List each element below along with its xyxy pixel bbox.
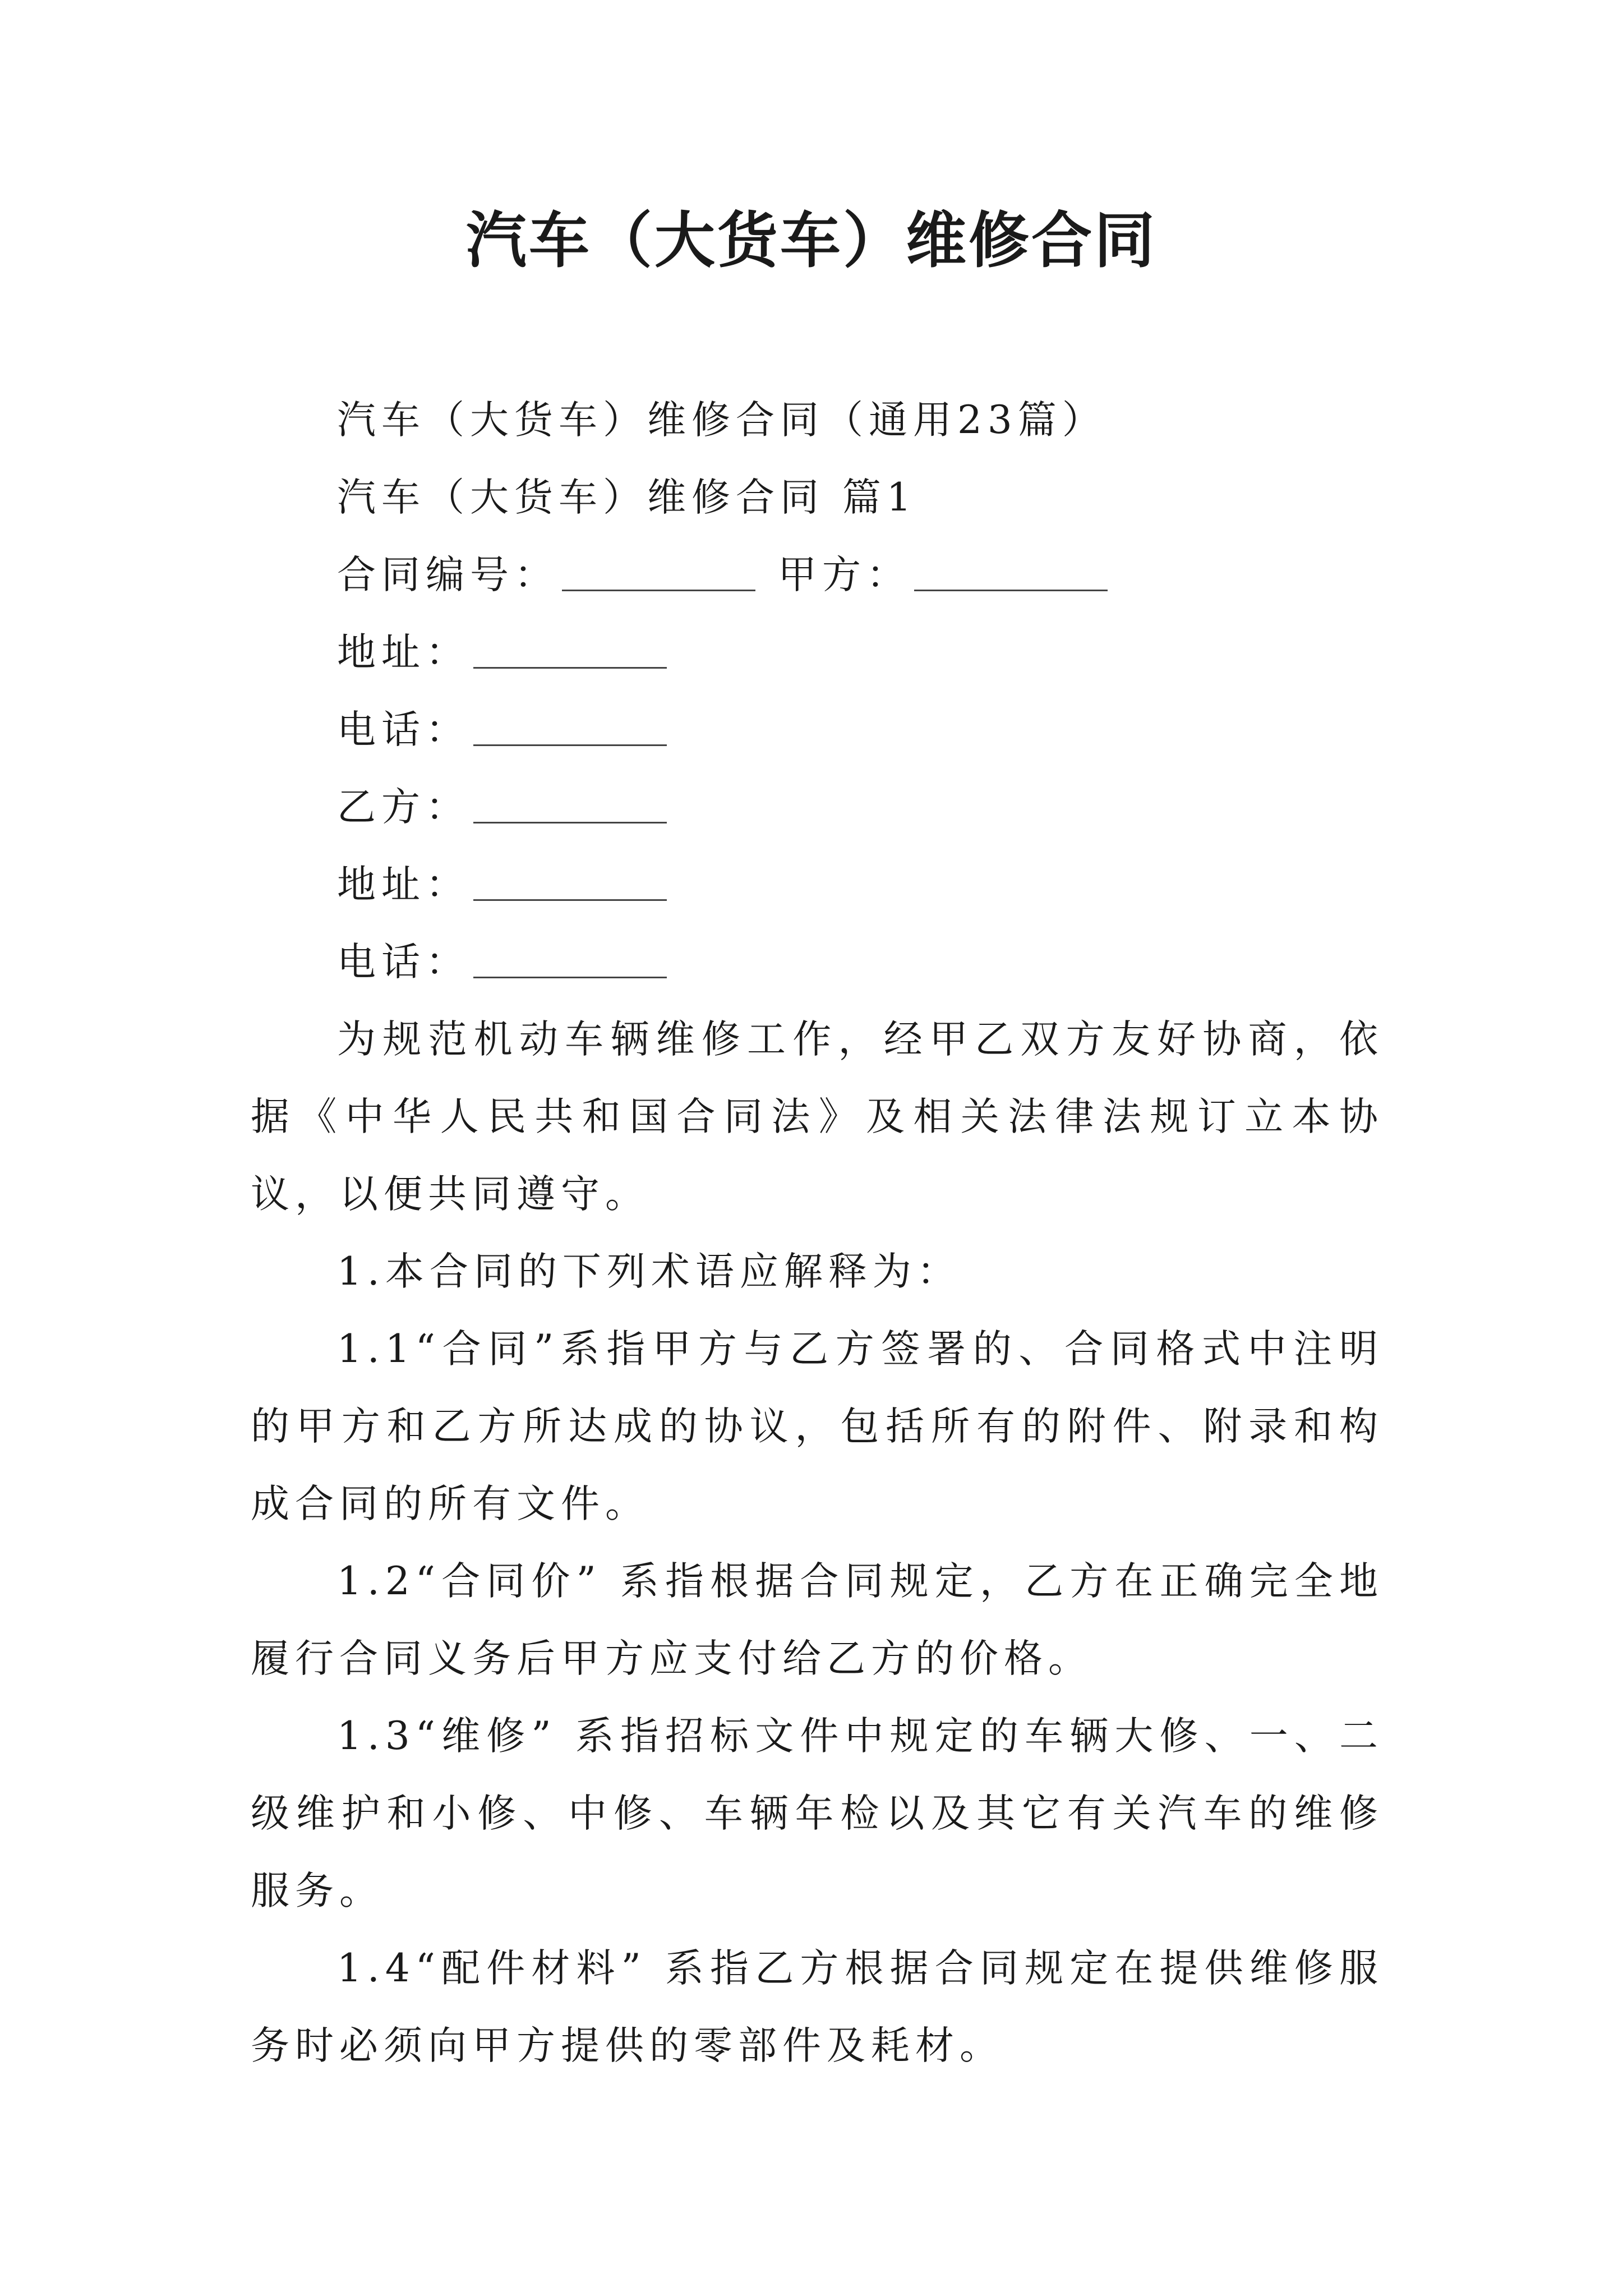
document-title: 汽车（大货车）维修合同 xyxy=(465,206,1157,276)
phone-b-label: 电话： xyxy=(337,940,470,984)
phone-a-row xyxy=(251,691,1384,769)
phone-b-row xyxy=(251,923,1384,1001)
phone-a-blank xyxy=(473,742,667,746)
phone-a-label: 电话： xyxy=(337,707,470,752)
paragraph-definition-price: 1.2“合同价” 系指根据合同规定，乙方在正确完全地履行合同义务后甲方应支付给乙方的价格。 xyxy=(251,1559,1384,1681)
paragraph-definition-repair: 1.3“维修” 系指招标文件中规定的车辆大修、一、二级维护和小修、中修、车辆年检以及其它有关汽车的维修服务。 xyxy=(251,1714,1384,1913)
contract-no-row xyxy=(251,536,1384,614)
address-b-label: 地址： xyxy=(337,862,470,907)
address-a-label: 地址： xyxy=(337,630,470,675)
contract-no-blank xyxy=(562,587,755,591)
paragraph-definition-parts: 1.4“配件材料” 系指乙方根据合同规定在提供维修服务时必须向甲方提供的零部件及耗材。 xyxy=(251,1946,1384,2068)
phone-b-blank xyxy=(473,974,667,978)
party-a-label: 甲方： xyxy=(778,553,911,597)
section-heading: 汽车（大货车）维修合同 篇1 xyxy=(337,475,917,520)
party-b-row xyxy=(251,769,1384,846)
address-b-blank xyxy=(473,897,667,901)
paragraph-definitions-intro: 1.本合同的下列术语应解释为： xyxy=(337,1249,961,1294)
party-b-blank xyxy=(473,820,667,823)
address-a-blank xyxy=(473,665,667,669)
address-a-row xyxy=(251,614,1384,691)
paragraph-preamble: 为规范机动车辆维修工作，经甲乙双方友好协商，依据《中华人民共和国合同法》及相关法律法规订立本协议，以便共同遵守。 xyxy=(251,1017,1384,1217)
party-b-label: 乙方： xyxy=(337,785,470,830)
document-body xyxy=(251,381,1384,2085)
paragraph-definition-contract: 1.1“合同”系指甲方与乙方签署的、合同格式中注明的甲方和乙方所达成的协议，包括所有的附件、附录和构成合同的所有文件。 xyxy=(251,1327,1384,1526)
party-a-blank xyxy=(914,587,1108,591)
address-b-row xyxy=(251,846,1384,923)
contract-no-label: 合同编号： xyxy=(337,553,559,597)
document-subtitle: 汽车（大货车）维修合同（通用23篇） xyxy=(337,398,1106,443)
